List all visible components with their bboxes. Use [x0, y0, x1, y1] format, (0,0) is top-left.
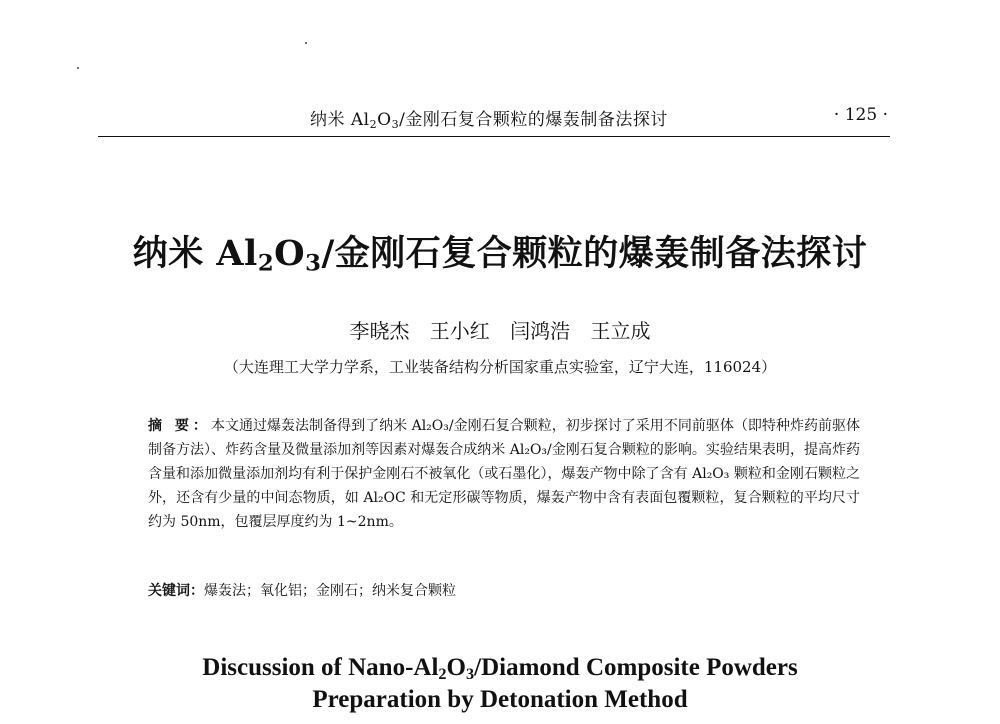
scan-speck [305, 42, 307, 44]
affiliation: （大连理工大学力学系，工业装备结构分析国家重点实验室，辽宁大连，116024） [223, 358, 777, 376]
keywords-label: 关键词： [148, 583, 204, 599]
abstract [148, 414, 860, 534]
paper-title: 纳米 $Al_2O_3/$金刚石复合颗粒的爆轰制备法探讨 [132, 233, 868, 277]
running-head: 纳米 $Al_2O_3/$金刚石复合颗粒的爆轰制备法探讨 [310, 110, 668, 131]
english-title-line-1: Discussion of Nano-$Al_2O_3$/Diamond Composite Powders [202, 654, 798, 684]
scan-speck [77, 67, 79, 69]
english-title-line-2: Preparation by Detonation Method [312, 686, 688, 713]
authors: 李晓杰 王小红 闫鸿浩 王立成 [349, 319, 651, 343]
header-rule [98, 136, 890, 137]
page-number: · 125 · [833, 105, 888, 125]
abstract-text: 本文通过爆轰法制备得到了纳米 Al₂O₃/金刚石复合颗粒，初步探讨了采用不同前驱体（即特种炸药前驱体制备方法）、炸药含量及微量添加剂等因素对爆轰合成纳米 Al₂O₃/金刚石复合颗粒的影响。实验结果表明，提高炸药含量和添加微量添加剂均有利于保护金刚石不被氧化（或石墨化），爆轰产物中除了含有 Al₂O₃ 颗粒和金刚石颗粒之外，还含有少量的中间态物质，如 Al₂OC 和无定形碳等物质，爆轰产物中含有表面包覆颗粒，复合颗粒的平均尺寸约为 50nm，包覆层厚度约为 1~2nm。 [148, 418, 861, 530]
abstract-label: 摘 要： [148, 418, 211, 434]
keywords-text: 爆轰法；氧化铝；金刚石；纳米复合颗粒 [204, 583, 456, 599]
keywords [148, 580, 860, 600]
